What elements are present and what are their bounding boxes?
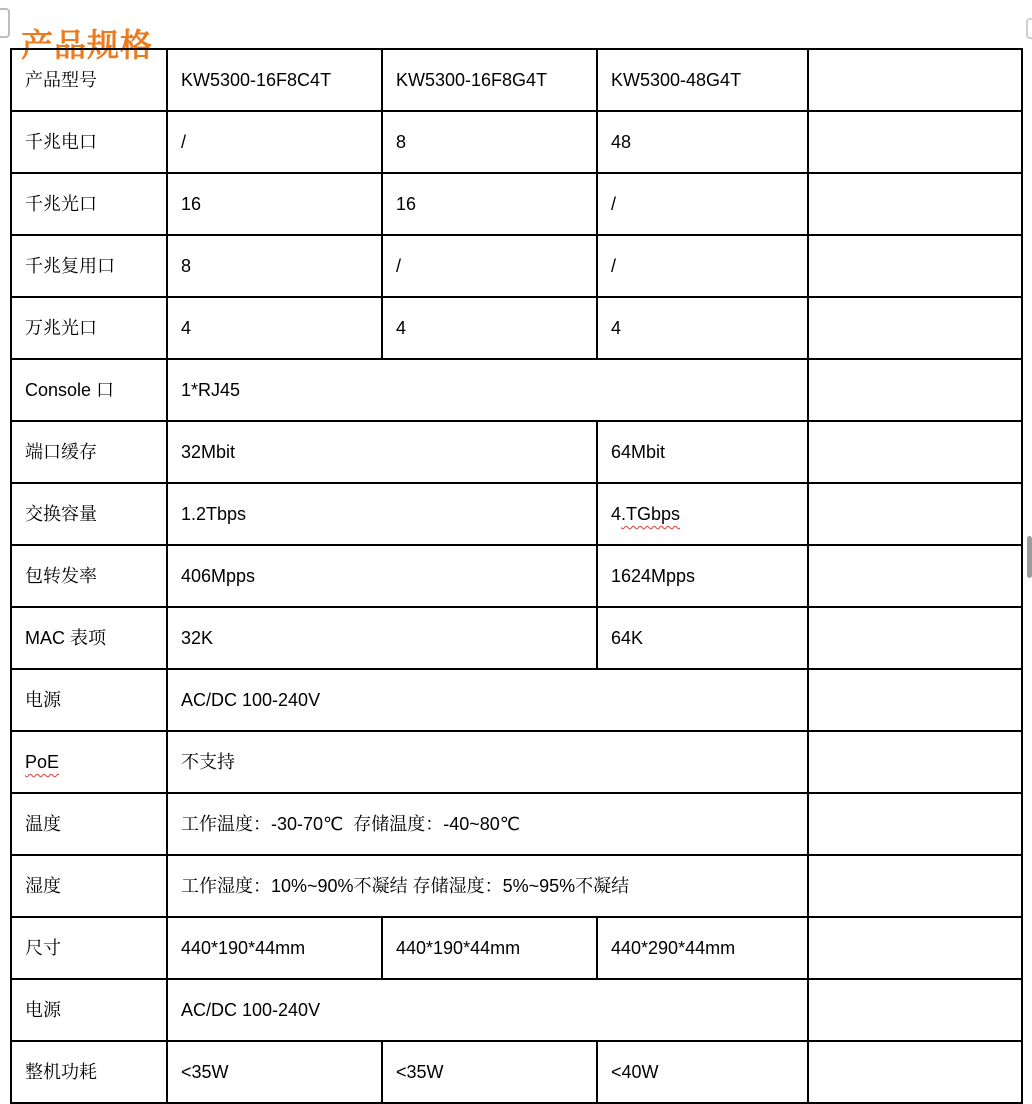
cell-consumption-2: <35W — [382, 1041, 597, 1103]
row-label: 千兆光口 — [11, 173, 167, 235]
row-label: 整机功耗 — [11, 1041, 167, 1103]
empty-cell — [808, 607, 1022, 669]
empty-cell — [808, 297, 1022, 359]
clipped-left-edge-button — [0, 8, 10, 38]
cell-tenge-fiber-2: 4 — [382, 297, 597, 359]
empty-cell — [808, 49, 1022, 111]
cell-port-buffer-12: 32Mbit — [167, 421, 597, 483]
vertical-scrollbar-thumb[interactable] — [1027, 536, 1032, 578]
page-title: 产品规格 — [21, 27, 154, 64]
empty-cell — [808, 1041, 1022, 1103]
row-label: 交换容量 — [11, 483, 167, 545]
row-label: 产品型号 — [11, 49, 167, 111]
row-label — [11, 731, 167, 793]
cell-ge-copper-3: 48 — [597, 111, 808, 173]
cell-ge-fiber-3: / — [597, 173, 808, 235]
cell-ge-copper-2: 8 — [382, 111, 597, 173]
empty-cell — [808, 731, 1022, 793]
clipped-right-edge-button — [1026, 18, 1032, 39]
cell-ge-fiber-2: 16 — [382, 173, 597, 235]
row-label: 千兆复用口 — [11, 235, 167, 297]
capacity-value-spellcheck: .TGbps — [621, 503, 681, 524]
empty-cell — [808, 979, 1022, 1041]
capacity-value-prefix: 4 — [611, 503, 622, 524]
poe-label-spellcheck: PoE — [25, 751, 60, 772]
row-label: 电源 — [11, 979, 167, 1041]
empty-cell — [808, 917, 1022, 979]
table-row-mac-table — [11, 607, 1022, 669]
empty-cell — [808, 545, 1022, 607]
cell-mac-12: 32K — [167, 607, 597, 669]
table-row-dimensions — [11, 917, 1022, 979]
empty-cell — [808, 235, 1022, 297]
row-label: 尺寸 — [11, 917, 167, 979]
cell-ge-combo-2: / — [382, 235, 597, 297]
cell-model-2: KW5300-16F8G4T — [382, 49, 597, 111]
empty-cell — [808, 111, 1022, 173]
cell-mac-3: 64K — [597, 607, 808, 669]
row-label: 温度 — [11, 793, 167, 855]
cell-ge-combo-3: / — [597, 235, 808, 297]
cell-dimensions-3: 440*290*44mm — [597, 917, 808, 979]
empty-cell — [808, 483, 1022, 545]
row-label: 端口缓存 — [11, 421, 167, 483]
table-row-ge-copper — [11, 111, 1022, 173]
table-row-temperature — [11, 793, 1022, 855]
cell-tenge-fiber-3: 4 — [597, 297, 808, 359]
row-label: 电源 — [11, 669, 167, 731]
table-row-ge-combo — [11, 235, 1022, 297]
table-row-tenge-fiber — [11, 297, 1022, 359]
empty-cell — [808, 421, 1022, 483]
cell-ge-combo-1: 8 — [167, 235, 382, 297]
table-row-consumption — [11, 1041, 1022, 1103]
row-label: 包转发率 — [11, 545, 167, 607]
cell-forwarding-12: 406Mpps — [167, 545, 597, 607]
table-row-port-buffer — [11, 421, 1022, 483]
table-row-console — [11, 359, 1022, 421]
cell-capacity-12: 1.2Tbps — [167, 483, 597, 545]
row-label: 湿度 — [11, 855, 167, 917]
cell-model-1: KW5300-16F8C4T — [167, 49, 382, 111]
row-label: 万兆光口 — [11, 297, 167, 359]
cell-capacity-3 — [597, 483, 808, 545]
table-row-forwarding — [11, 545, 1022, 607]
table-row-poe — [11, 731, 1022, 793]
cell-ge-copper-1: / — [167, 111, 382, 173]
empty-cell — [808, 855, 1022, 917]
cell-dimensions-2: 440*190*44mm — [382, 917, 597, 979]
cell-ge-fiber-1: 16 — [167, 173, 382, 235]
table-row-model — [11, 49, 1022, 111]
cell-port-buffer-3: 64Mbit — [597, 421, 808, 483]
product-spec-table — [10, 48, 1023, 1104]
cell-power-1: AC/DC 100-240V — [167, 669, 808, 731]
empty-cell — [808, 173, 1022, 235]
empty-cell — [808, 793, 1022, 855]
cell-consumption-1: <35W — [167, 1041, 382, 1103]
cell-model-3: KW5300-48G4T — [597, 49, 808, 111]
cell-forwarding-3: 1624Mpps — [597, 545, 808, 607]
empty-cell — [808, 669, 1022, 731]
row-label: 千兆电口 — [11, 111, 167, 173]
empty-cell — [808, 359, 1022, 421]
row-label: MAC 表项 — [11, 607, 167, 669]
table-row-power-2 — [11, 979, 1022, 1041]
cell-tenge-fiber-1: 4 — [167, 297, 382, 359]
cell-power-2: AC/DC 100-240V — [167, 979, 808, 1041]
cell-temperature: 工作温度：-30-70℃ 存储温度：-40~80℃ — [167, 793, 808, 855]
cell-console: 1*RJ45 — [167, 359, 808, 421]
cell-humidity: 工作湿度：10%~90%不凝结 存储湿度：5%~95%不凝结 — [167, 855, 808, 917]
cell-poe: 不支持 — [167, 731, 808, 793]
table-row-ge-fiber — [11, 173, 1022, 235]
cell-dimensions-1: 440*190*44mm — [167, 917, 382, 979]
table-row-capacity — [11, 483, 1022, 545]
table-row-power-1 — [11, 669, 1022, 731]
cell-consumption-3: <40W — [597, 1041, 808, 1103]
row-label: Console 口 — [11, 359, 167, 421]
table-row-humidity — [11, 855, 1022, 917]
